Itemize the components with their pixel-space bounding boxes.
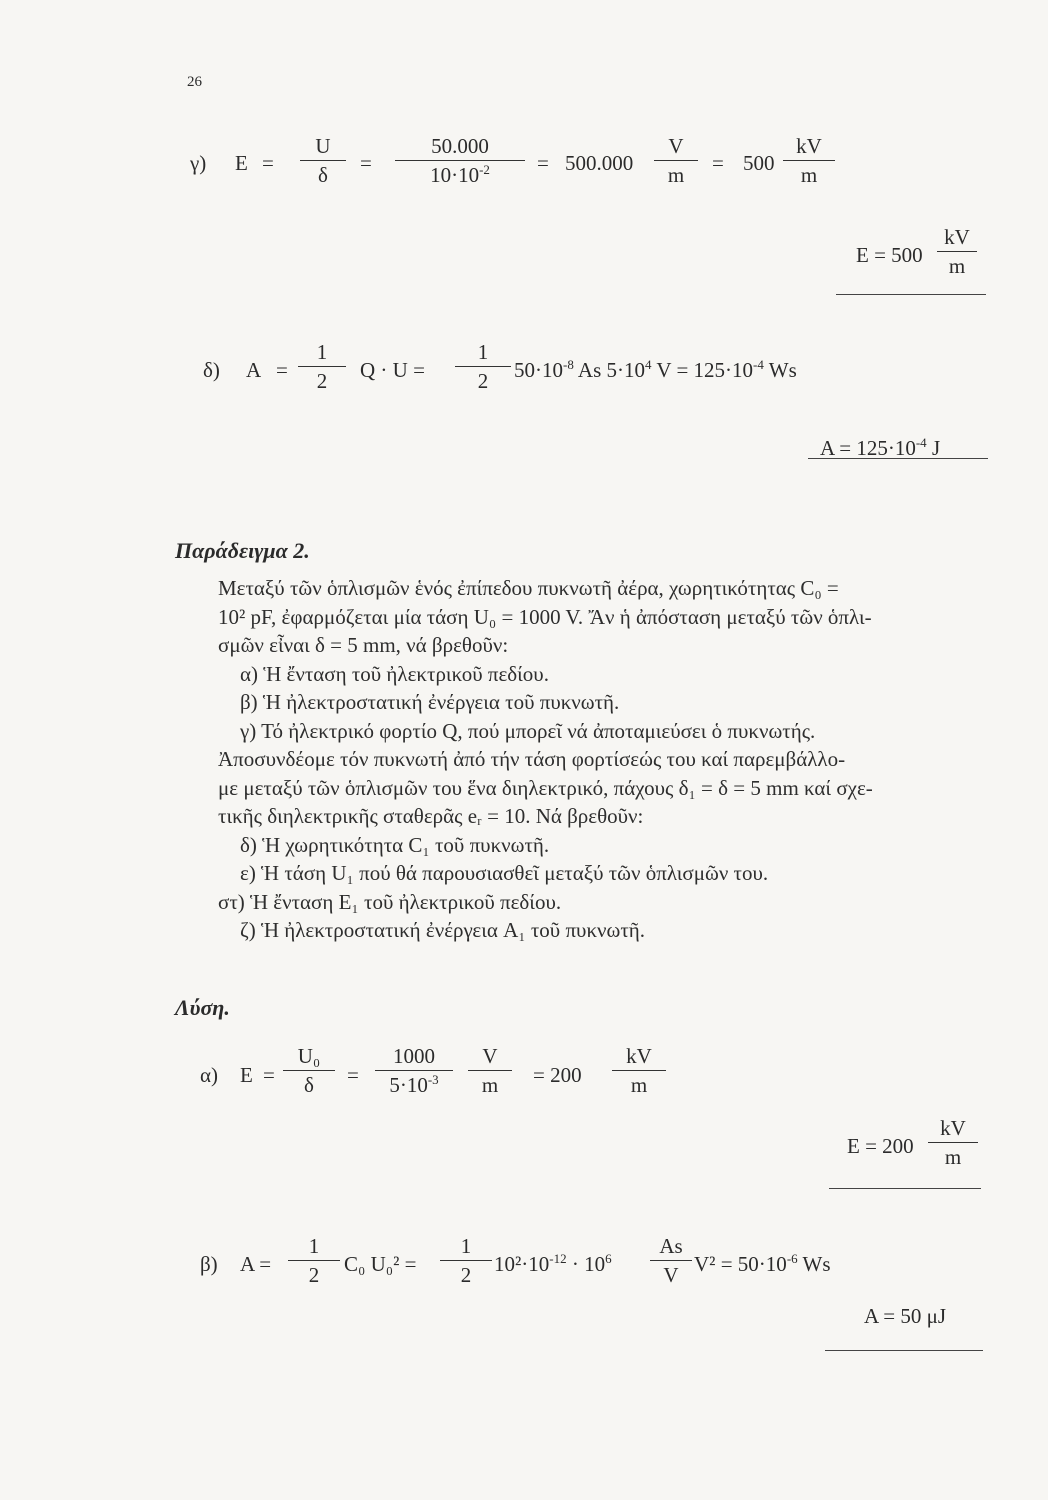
example-line: γ) Τό ἠλεκτρικό φορτίο Q, πού μπορεῖ νά ἀποταμιεύσει ὁ πυκνωτής. bbox=[240, 718, 816, 743]
example-line: α) Ἡ ἔνταση τοῦ ἠλεκτρικοῦ πεδίου. bbox=[240, 661, 549, 686]
result-gamma: E = 500 bbox=[856, 243, 923, 267]
example-line: β) Ἡ ἠλεκτροστατική ἐνέργεια τοῦ πυκνωτῆ. bbox=[240, 690, 620, 714]
beta-expression: $10^2\cdot 10^{-12} \cdot 10^6$ bbox=[494, 1251, 612, 1276]
label-delta: δ) bbox=[203, 358, 220, 382]
example-line: δ) Ἡ χωρητικότητα C₁ τοῦ πυκνωτῆ. bbox=[240, 832, 550, 857]
label-gamma: γ) bbox=[190, 151, 207, 175]
example-line: στ) Ἡ ἔνταση E₁ τοῦ ἠλεκτρικοῦ πεδίου. bbox=[218, 889, 562, 914]
fraction-one-half-beta-1: 1 2 bbox=[288, 1236, 340, 1286]
fraction-u0-over-delta: U₀ δ bbox=[283, 1046, 335, 1096]
beta-expression-2: $V^2 = 50\cdot 10^{-6}$ Ws bbox=[694, 1251, 831, 1276]
fraction-v-over-m-alpha: V m bbox=[468, 1046, 512, 1096]
fraction-u-over-delta: U δ bbox=[300, 136, 346, 186]
value-500000: 500.000 bbox=[565, 151, 634, 175]
example-line: Μεταξύ τῶν ὁπλισμῶν ἑνός ἐπίπεδου πυκνωτῆ ἀέρα, χωρητικότητας C₀ = bbox=[218, 576, 839, 600]
fraction-1000: 1000 $5\cdot 10^{-3}$ bbox=[375, 1046, 453, 1096]
fraction-one-half-2: 1 2 bbox=[455, 342, 511, 392]
example-line: ζ) Ἡ ἠλεκτροστατική ἐνέργεια A₁ τοῦ πυκνωτῆ. bbox=[240, 918, 646, 942]
result-beta: A = 50 μJ bbox=[864, 1304, 947, 1328]
example-text bbox=[218, 574, 988, 945]
example-line: με μεταξύ τῶν ὁπλισμῶν του ἕνα διηλεκτρικό, πάχους δ₁ = δ = 5 mm καί σχε- bbox=[218, 775, 873, 800]
result-alpha-fraction: kV m bbox=[928, 1118, 978, 1168]
fraction-kv-over-m: kV m bbox=[783, 136, 835, 186]
value-500: 500 bbox=[743, 151, 775, 175]
lhs-e: E bbox=[235, 151, 248, 175]
example-line: Ἀποσυνδέομε τόν πυκνωτή ἀπό τήν τάση φορτίσεώς του καί παρεμβάλλο- bbox=[218, 747, 846, 771]
example-line: σμῶν εἶναι δ = 5 mm, νά βρεθοῦν: bbox=[218, 633, 509, 657]
result-alpha: E = 200 bbox=[847, 1134, 914, 1158]
result-gamma-fraction: kV m bbox=[937, 227, 977, 277]
fraction-kv-over-m-alpha: kV m bbox=[612, 1046, 666, 1096]
page-number: 26 bbox=[187, 74, 202, 90]
result-alpha-underline bbox=[829, 1188, 981, 1189]
example-line: ε) Ἡ τάση U₁ πού θά παρουσιασθεῖ μεταξύ τῶν ὁπλισμῶν του. bbox=[240, 861, 769, 885]
fraction-one-half-1: 1 2 bbox=[298, 342, 346, 392]
fraction-one-half-beta-2: 1 2 bbox=[440, 1236, 492, 1286]
example-line: τικῆς διηλεκτρικῆς σταθερᾶς eᵣ = 10. Νά βρεθοῦν: bbox=[218, 804, 644, 828]
fraction-50000: 50.000 $10\cdot 10^{-2}$ bbox=[395, 136, 525, 186]
fraction-as-over-v: As V bbox=[650, 1236, 692, 1286]
result-gamma-underline bbox=[836, 294, 986, 295]
result-delta-underline bbox=[808, 458, 988, 459]
result-delta: $A = 125\cdot 10^{-4}$ J bbox=[820, 435, 941, 460]
solution-heading: Λύση. bbox=[175, 995, 230, 1020]
value-200: = 200 bbox=[533, 1063, 582, 1087]
fraction-v-over-m: V m bbox=[654, 136, 698, 186]
example-heading: Παράδειγμα 2. bbox=[175, 538, 310, 563]
result-beta-underline bbox=[825, 1350, 983, 1351]
example-line: 10² pF, ἐφαρμόζεται μία τάση U₀ = 1000 V. Ἄν ἡ ἀπόσταση μεταξύ τῶν ὁπλι- bbox=[218, 604, 872, 629]
delta-expression: $50\cdot 10^{-8}$ As $5\cdot 10^4$ $V = 125\cdot 10^{-4}$ Ws bbox=[514, 357, 797, 382]
label-alpha: α) bbox=[200, 1063, 218, 1087]
label-beta: β) bbox=[200, 1252, 218, 1276]
